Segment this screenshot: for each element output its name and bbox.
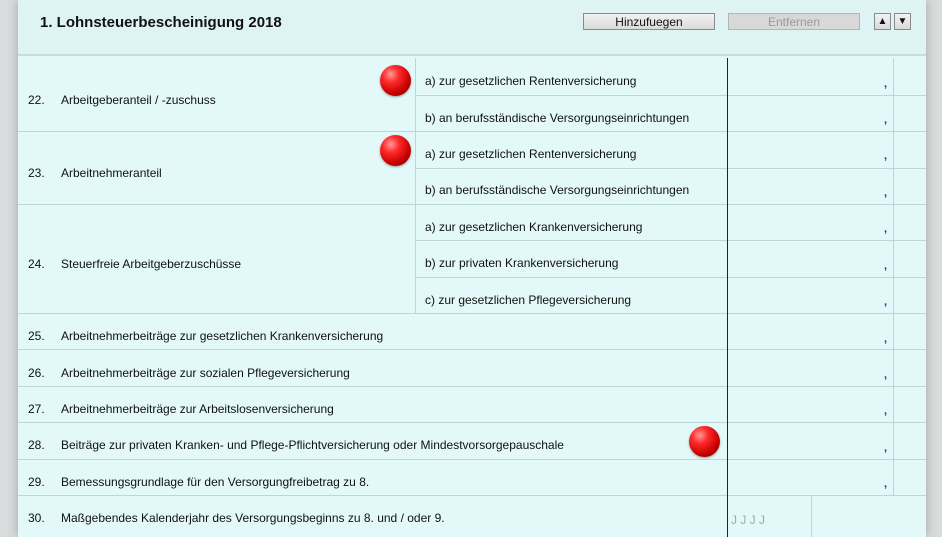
row-label: Arbeitnehmerbeiträge zur Arbeitslosenversicherung bbox=[61, 402, 334, 416]
section-title: 1. Lohnsteuerbescheinigung 2018 bbox=[40, 14, 282, 31]
row-number: 30. bbox=[28, 511, 45, 525]
sub-label: c) zur gesetzlichen Pflegeversicherung bbox=[425, 293, 632, 307]
column-divider bbox=[415, 58, 416, 313]
move-up-icon[interactable]: ▲ bbox=[874, 13, 891, 30]
row-number: 23. bbox=[28, 166, 45, 180]
decimal-separator: , bbox=[884, 333, 888, 345]
row-number: 28. bbox=[28, 438, 45, 452]
row-label: Steuerfreie Arbeitgeberzuschüsse bbox=[61, 257, 242, 271]
column-divider bbox=[811, 495, 812, 537]
decimal-separator: , bbox=[884, 478, 888, 490]
row-label: Bemessungsgrundlage für den Versorgungfreibetrag zu 8. bbox=[61, 475, 370, 489]
decimal-separator: , bbox=[884, 296, 888, 308]
row-label: Beiträge zur privaten Kranken- und Pflege-Pflichtversicherung oder Mindestvorsorgepauschale bbox=[61, 438, 564, 452]
row-label: Arbeitnehmerbeiträge zur sozialen Pflegeversicherung bbox=[61, 366, 350, 380]
add-button[interactable]: Hinzufuegen bbox=[583, 13, 715, 30]
sub-label: b) an berufsständische Versorgungseinrichtungen bbox=[425, 111, 690, 125]
sub-label: a) zur gesetzlichen Rentenversicherung bbox=[425, 74, 637, 88]
decimal-separator: , bbox=[884, 78, 888, 90]
row-label: Arbeitnehmerbeiträge zur gesetzlichen Krankenversicherung bbox=[61, 329, 384, 343]
decimal-separator: , bbox=[884, 405, 888, 417]
row-label: Arbeitgeberanteil / -zuschuss bbox=[61, 93, 216, 107]
sub-label: b) zur privaten Krankenversicherung bbox=[425, 256, 619, 270]
row-number: 22. bbox=[28, 93, 45, 107]
red-dot-icon bbox=[380, 135, 411, 166]
decimal-separator: , bbox=[884, 369, 888, 381]
row-divider bbox=[18, 495, 926, 496]
decimal-separator: , bbox=[884, 442, 888, 454]
sub-label: a) zur gesetzlichen Rentenversicherung bbox=[425, 147, 637, 161]
row-number: 25. bbox=[28, 329, 45, 343]
sub-label: b) an berufsständische Versorgungseinrichtungen bbox=[425, 183, 690, 197]
decimal-separator: , bbox=[884, 150, 888, 162]
red-dot-icon bbox=[689, 426, 720, 457]
decimal-separator: , bbox=[884, 114, 888, 126]
section-header bbox=[18, 0, 926, 56]
move-down-icon[interactable]: ▼ bbox=[894, 13, 911, 30]
remove-button[interactable]: Entfernen bbox=[728, 13, 860, 30]
row-number: 29. bbox=[28, 475, 45, 489]
red-dot-icon bbox=[380, 65, 411, 96]
row-label: Maßgebendes Kalenderjahr des Versorgungsbeginns zu 8. und / oder 9. bbox=[61, 511, 445, 525]
row-number: 26. bbox=[28, 366, 45, 380]
form-sheet bbox=[18, 0, 926, 537]
row-number: 27. bbox=[28, 402, 45, 416]
year-input[interactable]: J J J J bbox=[731, 513, 766, 527]
row-label: Arbeitnehmeranteil bbox=[61, 166, 162, 180]
decimal-separator: , bbox=[884, 260, 888, 272]
decimal-separator: , bbox=[884, 223, 888, 235]
amount-input-column[interactable] bbox=[728, 58, 893, 495]
column-divider bbox=[893, 58, 894, 495]
sub-label: a) zur gesetzlichen Krankenversicherung bbox=[425, 220, 643, 234]
row-number: 24. bbox=[28, 257, 45, 271]
decimal-separator: , bbox=[884, 187, 888, 199]
